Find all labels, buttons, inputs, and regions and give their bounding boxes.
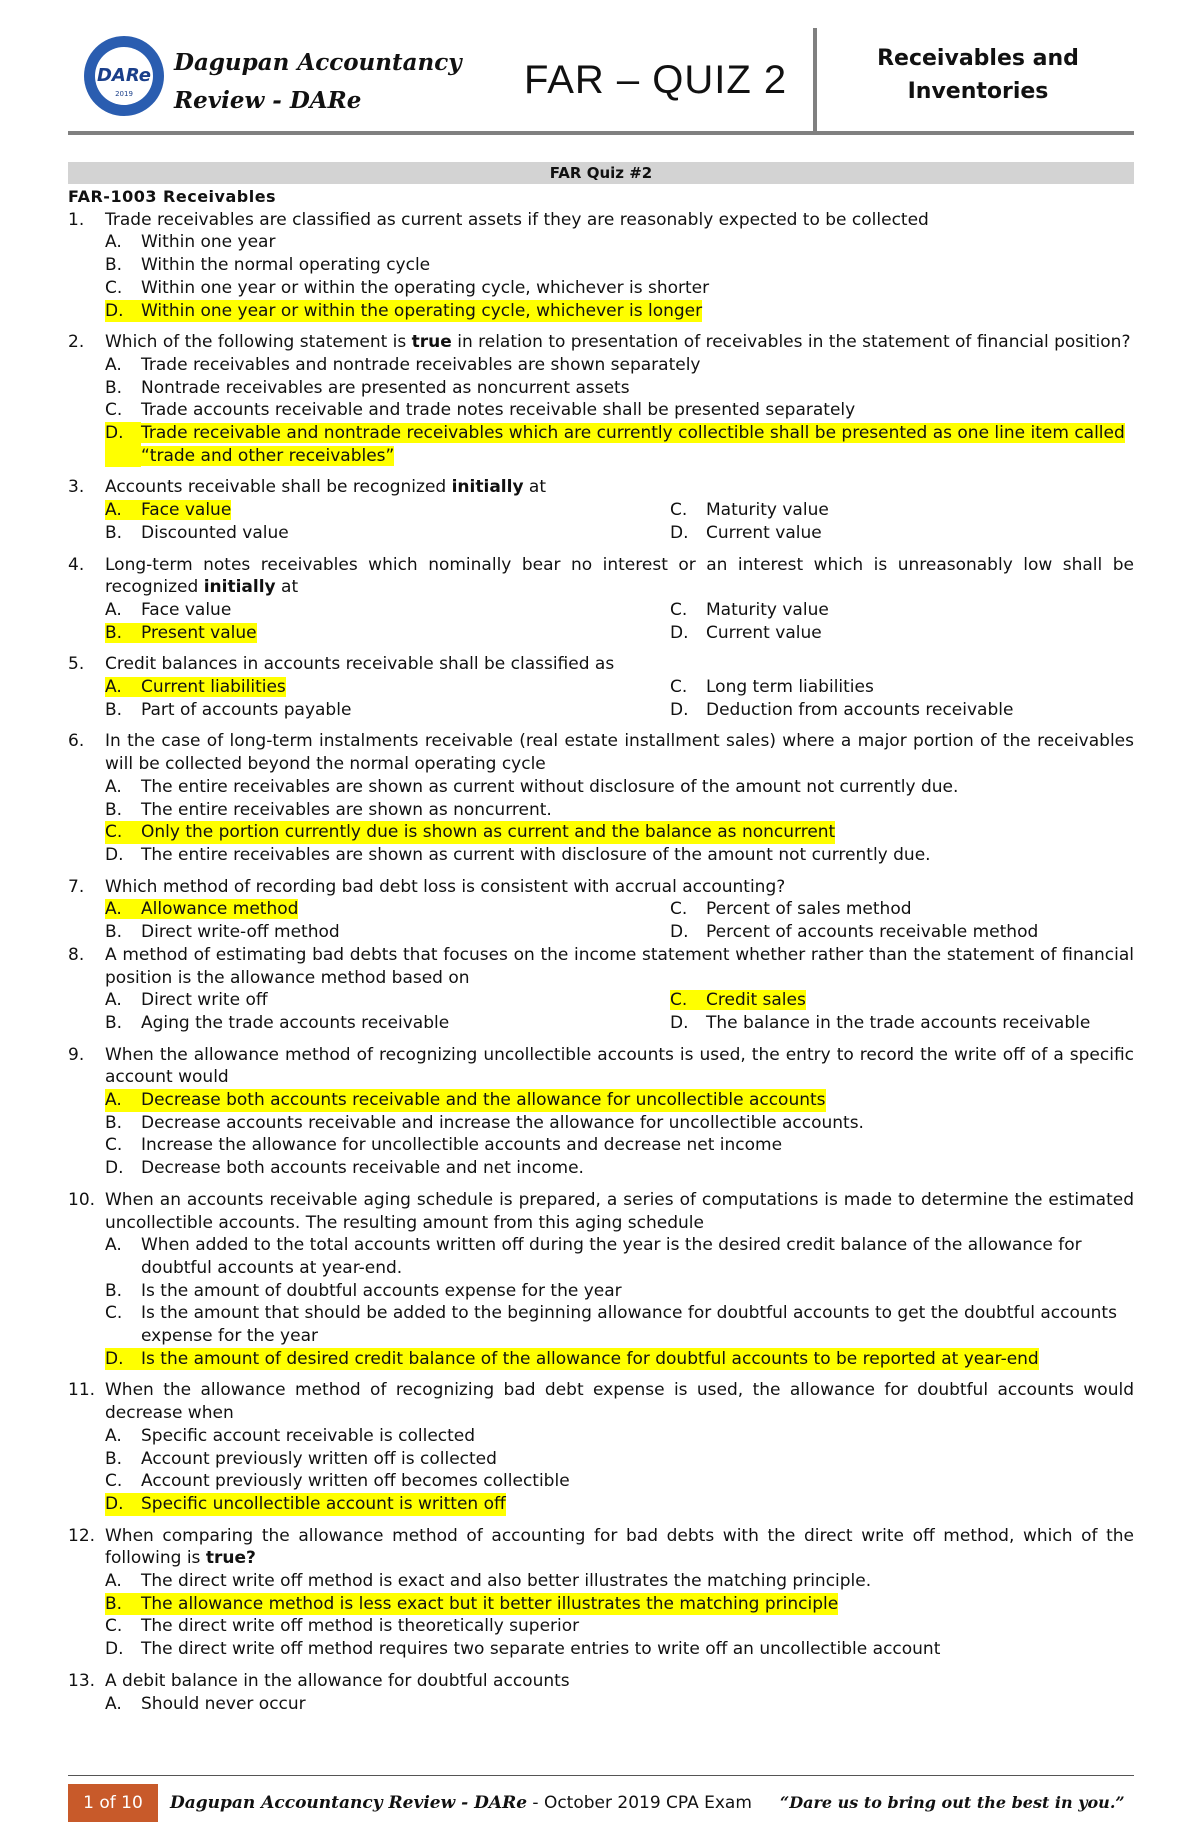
brand-line-1: Dagupan Accountancy <box>174 49 462 76</box>
option <box>670 622 1134 645</box>
option-text: The allowance method is less exact but it better illustrates the matching principle <box>141 1593 839 1614</box>
section-bar: FAR Quiz #2 <box>68 162 1134 184</box>
option <box>105 1448 1134 1471</box>
option-text: Current liabilities <box>141 677 286 698</box>
option <box>670 921 1134 944</box>
answer-option <box>105 1089 1134 1112</box>
option-letter: D. <box>105 1158 124 1179</box>
question-text: When the allowance method of recognizing uncollectible accounts is used, the entry to record the write off of a specific account would <box>105 1044 1134 1088</box>
option-letter: C. <box>670 899 688 920</box>
question-number: 13. <box>68 1670 96 1691</box>
question <box>68 730 1134 775</box>
option-letter: C. <box>105 1303 123 1324</box>
option-text: Percent of sales method <box>706 899 912 920</box>
option-text: Is the amount of doubtful accounts expense for the year <box>141 1280 622 1301</box>
question-text: In the case of long-term instalments receivable (real estate installment sales) where a major portion of the receivables will be collected beyond the normal operating cycle <box>105 731 1134 775</box>
question-text-part: Which of the following statement is <box>105 332 412 353</box>
option-letter: B. <box>105 1012 123 1033</box>
logo-year: 2019 <box>115 90 133 98</box>
option <box>670 699 1134 722</box>
option <box>670 1012 1134 1035</box>
option-letter: B. <box>105 1593 123 1614</box>
option <box>105 1157 1134 1180</box>
option-letter: D. <box>670 699 689 720</box>
option-letter: A. <box>105 1090 122 1111</box>
option-text: Within one year <box>141 232 276 253</box>
question <box>68 331 1134 354</box>
question <box>68 1044 1134 1089</box>
option-letter: D. <box>670 1012 689 1033</box>
subject-title <box>868 42 1088 108</box>
question-number: 11. <box>68 1380 96 1401</box>
option-letter: B. <box>105 622 123 643</box>
question-text-part: at <box>275 577 299 598</box>
header-divider <box>813 28 817 132</box>
option-letter: A. <box>105 354 122 375</box>
option-text: Nontrade receivables are presented as noncurrent assets <box>141 377 630 398</box>
option-letter: D. <box>105 1348 124 1369</box>
option-letter: B. <box>105 255 123 276</box>
question <box>68 554 1134 599</box>
option-letter: B. <box>105 699 123 720</box>
option-letter: A. <box>105 1425 122 1446</box>
page-header <box>68 22 1134 134</box>
option <box>105 1470 1134 1493</box>
question <box>68 209 1134 232</box>
option-grid <box>105 676 1134 721</box>
option-text: Direct write off <box>141 990 268 1011</box>
option-text: Account previously written off becomes collectible <box>141 1471 570 1492</box>
option-letter: A. <box>105 899 122 920</box>
option <box>105 776 1134 799</box>
question <box>68 1189 1134 1234</box>
option-text: The entire receivables are shown as current with disclosure of the amount not currently due. <box>141 844 931 865</box>
option <box>105 1112 1134 1135</box>
option <box>105 799 1134 822</box>
answer-option <box>105 622 670 645</box>
question-number: 9. <box>68 1044 85 1065</box>
option <box>105 254 1134 277</box>
question-number: 8. <box>68 944 85 965</box>
option-letter: C. <box>105 277 123 298</box>
quiz-content <box>68 162 1134 1715</box>
question <box>68 876 1134 899</box>
question-text-emphasis: initially <box>203 577 276 598</box>
footer-text <box>170 1793 752 1813</box>
question-text <box>105 331 1134 354</box>
option-letter: D. <box>670 922 689 943</box>
option-text: Trade accounts receivable and trade notes receivable shall be presented separately <box>141 400 856 421</box>
option-letter: D. <box>105 422 141 467</box>
question <box>68 476 1134 499</box>
subject-line-2: Inventories <box>907 79 1049 104</box>
option <box>105 1280 1134 1303</box>
option-text: Within the normal operating cycle <box>141 255 431 276</box>
option <box>105 1693 1134 1716</box>
option-letter: D. <box>105 844 124 865</box>
question-number: 12. <box>68 1525 96 1546</box>
option-text: Present value <box>141 622 257 643</box>
header-rule <box>68 131 1134 135</box>
option <box>105 1615 1134 1638</box>
option-text: Direct write-off method <box>141 922 340 943</box>
option-letter: A. <box>105 1693 122 1714</box>
option <box>105 231 1134 254</box>
question-text-part: Accounts receivable shall be recognized <box>105 477 452 498</box>
option <box>105 1302 1134 1347</box>
option-letter: A. <box>105 1235 122 1256</box>
option-letter: C. <box>670 677 688 698</box>
footer-brand: Dagupan Accountancy Review - DARe <box>170 1793 528 1813</box>
option-text: Decrease accounts receivable and increase the allowance for uncollectible accounts. <box>141 1112 864 1133</box>
option-text: Trade receivable and nontrade receivables which are currently collectible shall be presented as one line item called “trade and other receivables” <box>141 423 1125 466</box>
option-text: When added to the total accounts written off during the year is the desired credit balance of the allowance for doubtful accounts at year-end. <box>141 1235 1082 1278</box>
option <box>105 921 670 944</box>
option-letter: C. <box>105 1616 123 1637</box>
option-letter: A. <box>105 990 122 1011</box>
option-letter: C. <box>670 599 688 620</box>
question-text-emphasis: true? <box>205 1548 256 1569</box>
question-text: Which method of recording bad debt loss is consistent with accrual accounting? <box>105 876 786 897</box>
option <box>105 1425 1134 1448</box>
option-text: Long term liabilities <box>706 677 874 698</box>
option-grid <box>105 898 1134 943</box>
option-text: Within one year or within the operating cycle, whichever is shorter <box>141 277 710 298</box>
question <box>68 944 1134 989</box>
question-text <box>105 476 1134 499</box>
option <box>670 676 1134 699</box>
question-text: When the allowance method of recognizing bad debt expense is used, the allowance for doubtful accounts would decrease when <box>105 1380 1134 1424</box>
option-letter: B. <box>105 1280 123 1301</box>
question-number: 10. <box>68 1189 96 1210</box>
option-letter: D. <box>105 1639 124 1660</box>
question-text-part: at <box>523 477 547 498</box>
answer-option <box>105 1593 1134 1616</box>
dare-logo <box>82 34 166 118</box>
question <box>68 653 1134 676</box>
option-text: Account previously written off is collected <box>141 1448 497 1469</box>
option <box>105 1234 1134 1279</box>
option-letter: A. <box>105 599 122 620</box>
question-number: 2. <box>68 332 85 353</box>
option <box>670 499 1134 522</box>
option <box>105 1638 1134 1661</box>
option-text: Current value <box>706 622 822 643</box>
option-text: The entire receivables are shown as current without disclosure of the amount not currently due. <box>141 776 959 797</box>
option-text: Deduction from accounts receivable <box>706 699 1014 720</box>
footer-exam: - October 2019 CPA Exam <box>527 1793 752 1813</box>
question-text-part: When comparing the allowance method of accounting for bad debts with the direct write off method, which of the following is <box>105 1525 1134 1569</box>
option-letter: C. <box>670 500 688 521</box>
option <box>105 844 1134 867</box>
option <box>105 377 1134 400</box>
option-text: Only the portion currently due is shown as current and the balance as noncurrent <box>141 822 836 843</box>
question-text-emphasis: true <box>411 332 452 353</box>
option-letter: C. <box>105 822 123 843</box>
option-grid <box>105 989 1134 1034</box>
quiz-title: FAR – QUIZ 2 <box>524 58 788 102</box>
option-letter: A. <box>105 776 122 797</box>
question-number: 5. <box>68 654 85 675</box>
question <box>68 1379 1134 1424</box>
option-text: The direct write off method is exact and also better illustrates the matching principle. <box>141 1571 872 1592</box>
question-text <box>105 1525 1134 1570</box>
question <box>68 1670 1134 1693</box>
option-text: Maturity value <box>706 500 829 521</box>
brand-line-2: Review - DARe <box>174 87 362 114</box>
option-text: Trade receivables and nontrade receivables are shown separately <box>141 354 701 375</box>
option-text: The balance in the trade accounts receivable <box>706 1012 1091 1033</box>
question-number: 7. <box>68 876 85 897</box>
option-text: The direct write off method is theoretically superior <box>141 1616 580 1637</box>
option-letter: C. <box>105 1135 123 1156</box>
option-text: Part of accounts payable <box>141 699 352 720</box>
option-letter: C. <box>670 990 688 1011</box>
footer-quote: “Dare us to bring out the best in you.” <box>780 1793 1125 1812</box>
option-letter: C. <box>105 1471 123 1492</box>
option <box>105 599 670 622</box>
option-text: Is the amount that should be added to the beginning allowance for doubtful accounts to get the doubtful accounts expense for the year <box>141 1303 1117 1347</box>
option <box>670 898 1134 921</box>
question-text: When an accounts receivable aging schedule is prepared, a series of computations is made to determine the estimated uncollectible accounts. The resulting amount from this aging schedule <box>105 1189 1134 1233</box>
option <box>105 989 670 1012</box>
question <box>68 1525 1134 1570</box>
answer-option <box>105 499 670 522</box>
option-text: Current value <box>706 522 822 543</box>
option-text: Maturity value <box>706 599 829 620</box>
option-grid <box>105 499 1134 544</box>
option-text: Specific uncollectible account is written off <box>141 1493 506 1514</box>
page-number: 1 of 10 <box>68 1784 158 1822</box>
question-text: A debit balance in the allowance for doubtful accounts <box>105 1670 570 1691</box>
option-letter: D. <box>105 300 124 321</box>
answer-option <box>105 422 1134 467</box>
option <box>105 1570 1134 1593</box>
question-text: Trade receivables are classified as current assets if they are reasonably expected to be collected <box>105 209 929 230</box>
option-letter: D. <box>670 522 689 543</box>
logo-text: DARe <box>96 65 152 86</box>
option-text: The entire receivables are shown as noncurrent. <box>141 799 552 820</box>
option-letter: B. <box>105 799 123 820</box>
option-text: Aging the trade accounts receivable <box>141 1012 450 1033</box>
option-letter: D. <box>670 622 689 643</box>
question-text <box>105 554 1134 599</box>
option <box>105 522 670 545</box>
option <box>105 277 1134 300</box>
option-letter: A. <box>105 677 122 698</box>
option-letter: B. <box>105 522 123 543</box>
question-number: 6. <box>68 731 85 752</box>
option-text: Decrease both accounts receivable and the allowance for uncollectible accounts <box>141 1090 826 1111</box>
footer-rule <box>68 1775 1134 1776</box>
answer-option <box>670 989 1134 1012</box>
question-text: A method of estimating bad debts that focuses on the income statement whether rather than the statement of financial position is the allowance method based on <box>105 944 1134 988</box>
question-number: 1. <box>68 209 85 230</box>
answer-option <box>105 1493 1134 1516</box>
answer-option <box>105 1348 1134 1371</box>
option-letter: B. <box>105 1448 123 1469</box>
option-text: Should never occur <box>141 1693 306 1714</box>
option-text: Percent of accounts receivable method <box>706 922 1039 943</box>
option <box>105 354 1134 377</box>
option <box>670 522 1134 545</box>
question-text-part: Long-term notes receivables which nominally bear no interest or an interest which is unreasonably low shall be recognized <box>105 554 1134 598</box>
option-letter: C. <box>105 400 123 421</box>
answer-option <box>105 898 670 921</box>
option-letter: D. <box>105 1493 124 1514</box>
option-text: Credit sales <box>706 990 806 1011</box>
option-text: Discounted value <box>141 522 289 543</box>
option-letter: B. <box>105 1112 123 1133</box>
option-text: Face value <box>141 500 232 521</box>
option <box>105 1012 670 1035</box>
brand-name <box>174 44 462 120</box>
question-number: 4. <box>68 554 85 575</box>
subject-line-1: Receivables and <box>877 46 1079 71</box>
option <box>670 599 1134 622</box>
question-text: Credit balances in accounts receivable shall be classified as <box>105 654 615 675</box>
option-text: Is the amount of desired credit balance of the allowance for doubtful accounts to be reported at year-end <box>141 1348 1039 1369</box>
option <box>105 1134 1134 1157</box>
option <box>105 699 670 722</box>
option-text: Specific account receivable is collected <box>141 1425 476 1446</box>
option-text: Increase the allowance for uncollectible accounts and decrease net income <box>141 1135 783 1156</box>
option-text: Allowance method <box>141 899 299 920</box>
option-letter: A. <box>105 500 122 521</box>
option-text: The direct write off method requires two separate entries to write off an uncollectible account <box>141 1639 941 1660</box>
option-letter: B. <box>105 377 123 398</box>
answer-option <box>105 821 1134 844</box>
question-number: 3. <box>68 477 85 498</box>
option-letter: A. <box>105 232 122 253</box>
section-heading: FAR-1003 Receivables <box>68 187 277 206</box>
option-letter: A. <box>105 1571 122 1592</box>
option-text: Decrease both accounts receivable and net income. <box>141 1158 584 1179</box>
option-text: Within one year or within the operating cycle, whichever is longer <box>141 300 703 321</box>
option-text: Face value <box>141 599 232 620</box>
option-letter: B. <box>105 922 123 943</box>
option <box>105 399 1134 422</box>
option-grid <box>105 599 1134 644</box>
answer-option <box>105 300 1134 323</box>
question-text-part: in relation to presentation of receivables in the statement of financial position? <box>451 332 1131 353</box>
question-text-emphasis: initially <box>451 477 524 498</box>
answer-option <box>105 676 670 699</box>
